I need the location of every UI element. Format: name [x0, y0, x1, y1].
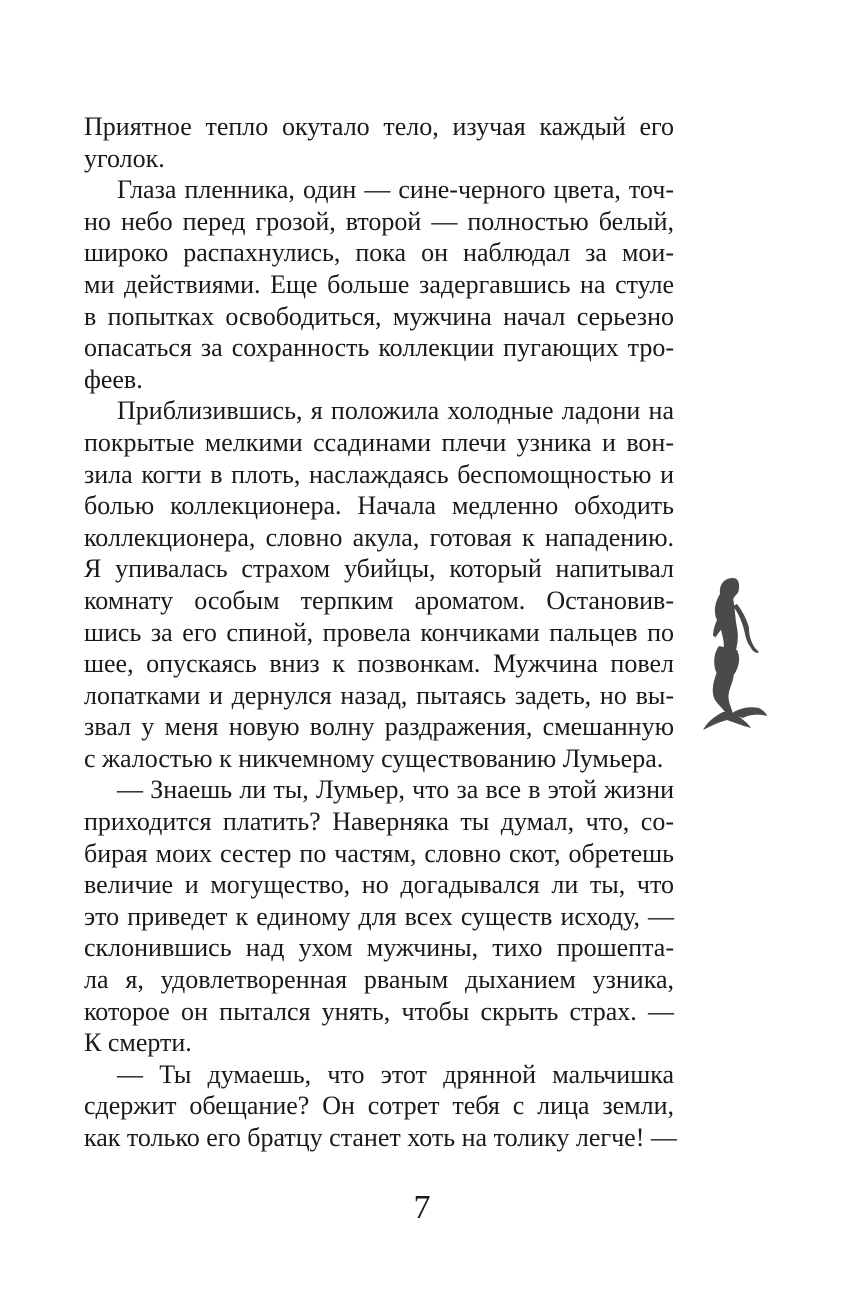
text-line: шее, опускаясь вниз к позвонкам. Мужчина повел	[84, 649, 674, 679]
text-line: Приблизившись, я положила холодные ладони на	[117, 396, 674, 426]
text-line: которое он пытался унять, чтобы скрыть страх. —	[84, 996, 674, 1026]
text-line: зила когти в плоть, наслаждаясь беспомощностью и	[84, 459, 674, 489]
text-line: в попытках освободиться, мужчина начал серьезно	[84, 301, 674, 331]
text-line: — Знаешь ли ты, Лумьер, что за все в этой жизни	[117, 775, 674, 805]
text-line: К смерти.	[84, 1028, 192, 1058]
text-line: это приведет к единому для всех существ исходу, —	[84, 901, 674, 931]
text-line: бирая моих сестер по частям, словно скот, обретешь	[84, 838, 674, 868]
mermaid-silhouette-icon	[693, 576, 769, 732]
text-line: опасаться за сохранность коллекции пугающих тро-	[84, 333, 674, 363]
text-line: феев.	[84, 364, 143, 394]
body-text	[84, 111, 677, 1154]
text-line: уголок.	[84, 143, 165, 173]
page-number: 7	[413, 1189, 431, 1226]
text-line: с жалостью к никчемному существованию Лумьера.	[84, 743, 664, 773]
text-line: ла я, удовлетворенная рваным дыханием узника,	[84, 965, 674, 995]
text-line: Приятное тепло окутало тело, изучая каждый его	[84, 112, 674, 141]
text-line: величие и могущество, но догадывался ли ты, что	[84, 870, 674, 900]
text-line: склонившись над ухом мужчины, тихо прошепта-	[84, 933, 674, 963]
text-line: широко распахнулись, пока он наблюдал за мои-	[84, 238, 674, 268]
text-line: коллекционера, словно акула, готовая к нападению.	[84, 522, 674, 552]
text-line: ми действиями. Еще больше задергавшись на стуле	[84, 269, 674, 299]
text-line: болью коллекционера. Начала медленно обходить	[84, 491, 674, 521]
text-line: лопатками и дернулся назад, пытаясь задеть, но вы-	[84, 680, 674, 710]
text-line: приходится платить? Наверняка ты думал, что, со-	[84, 807, 674, 837]
text-line: комнату особым терпким ароматом. Остановив-	[84, 585, 674, 615]
text-line: но небо перед грозой, второй — полностью белый,	[84, 206, 674, 236]
text-line: Глаза пленника, один — сине-черного цвета, точ-	[117, 175, 674, 205]
text-line: — Ты думаешь, что этот дрянной мальчишка	[117, 1059, 674, 1089]
text-line: шись за его спиной, провела кончиками пальцев по	[84, 617, 674, 647]
text-line: Я упивалась страхом убийцы, который напитывал	[84, 554, 674, 584]
text-line: сдержит обещание? Он сотрет тебя с лица земли,	[84, 1091, 674, 1121]
text-line: звал у меня новую волну раздражения, смешанную	[84, 712, 674, 742]
text-line: покрытые мелкими ссадинами плечи узника и вон-	[84, 427, 674, 457]
text-line: как только его братцу станет хоть на толику легче! —	[84, 1123, 677, 1152]
